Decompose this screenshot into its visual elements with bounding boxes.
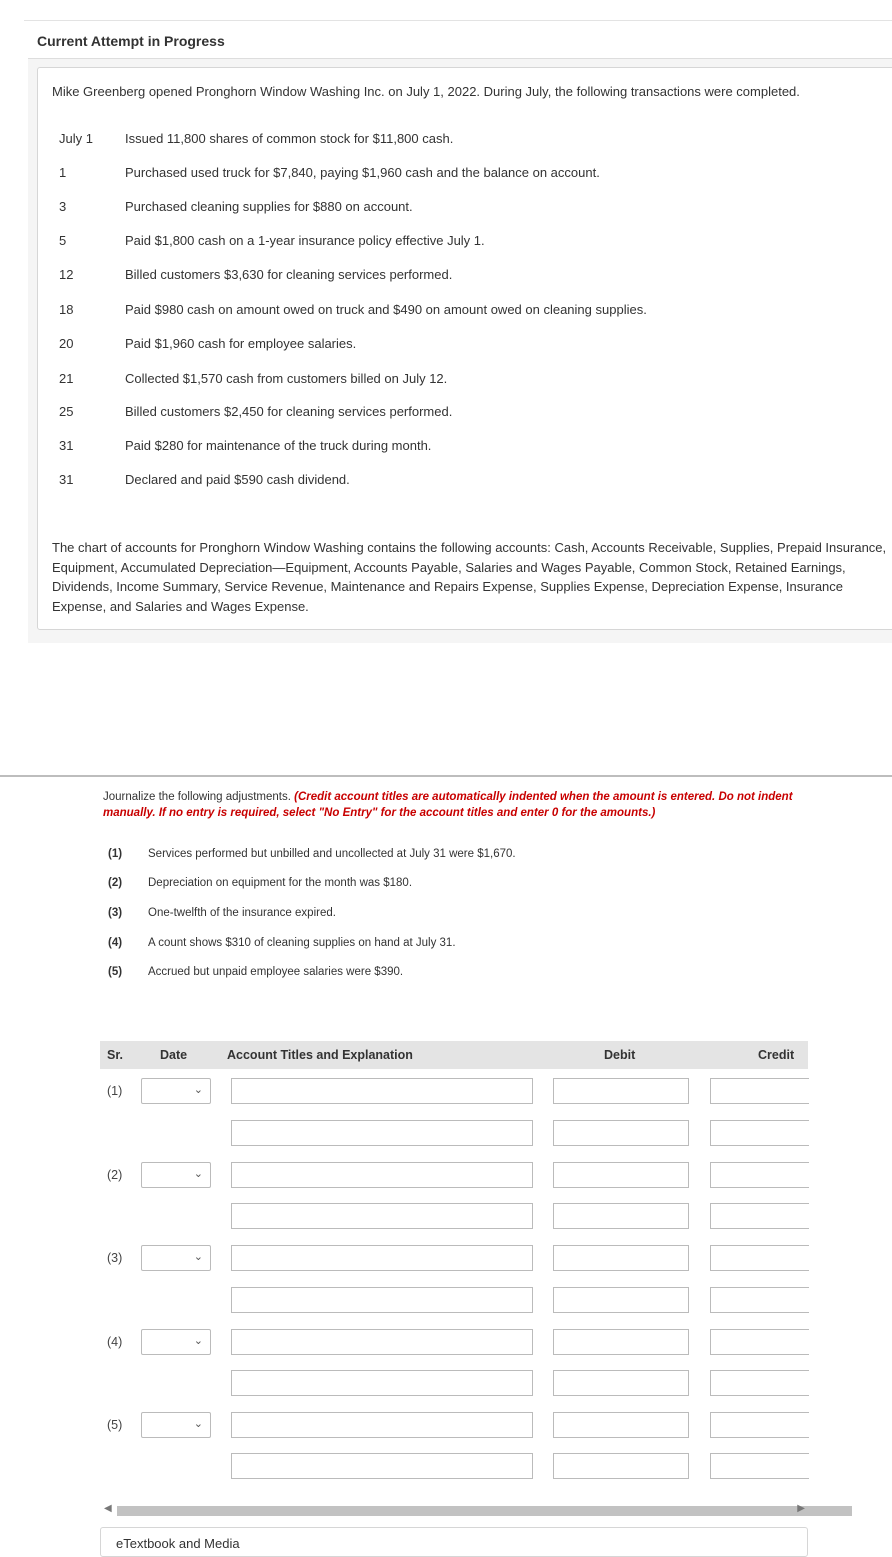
credit-input[interactable] xyxy=(710,1120,809,1146)
date-select[interactable] xyxy=(141,1329,211,1355)
attempt-title: Current Attempt in Progress xyxy=(37,33,225,49)
header-debit: Debit xyxy=(604,1048,636,1062)
arrow-left-icon[interactable]: ◀ xyxy=(104,1503,112,1514)
txn-date: July 1 xyxy=(59,131,93,146)
account-title-input[interactable] xyxy=(231,1162,533,1188)
credit-input[interactable] xyxy=(710,1287,809,1313)
top-divider xyxy=(24,20,892,21)
txn-date: 31 xyxy=(59,438,74,453)
txn-description: Billed customers $2,450 for cleaning services performed. xyxy=(125,404,453,419)
txn-date: 3 xyxy=(59,199,67,214)
adjustment-text: A count shows $310 of cleaning supplies on hand at July 31. xyxy=(148,937,456,949)
txn-description: Paid $980 cash on amount owed on truck and $490 on amount owed on cleaning supplies. xyxy=(125,302,647,317)
header-sr: Sr. xyxy=(107,1048,123,1062)
credit-input[interactable] xyxy=(710,1329,809,1355)
account-title-input[interactable] xyxy=(231,1329,533,1355)
scrollbar-thumb[interactable] xyxy=(117,1506,852,1516)
txn-date: 18 xyxy=(59,302,74,317)
account-title-input[interactable] xyxy=(231,1453,533,1479)
txn-description: Paid $280 for maintenance of the truck during month. xyxy=(125,438,432,453)
txn-date: 31 xyxy=(59,472,74,487)
debit-input[interactable] xyxy=(553,1287,689,1313)
row-sr: (3) xyxy=(107,1251,123,1265)
header-date: Date xyxy=(160,1048,188,1062)
horizontal-scrollbar[interactable] xyxy=(100,1505,808,1517)
problem-panel xyxy=(37,67,892,630)
debit-input[interactable] xyxy=(553,1245,689,1271)
account-title-input[interactable] xyxy=(231,1370,533,1396)
chevron-down-icon: ⌄ xyxy=(193,1084,203,1096)
account-title-input[interactable] xyxy=(231,1120,533,1146)
debit-input[interactable] xyxy=(553,1203,689,1229)
date-select[interactable] xyxy=(141,1162,211,1188)
debit-input[interactable] xyxy=(553,1162,689,1188)
credit-input[interactable] xyxy=(710,1162,809,1188)
adjustment-number: (5) xyxy=(108,966,123,978)
adjustment-text: One-twelfth of the insurance expired. xyxy=(148,907,336,919)
account-title-input[interactable] xyxy=(231,1078,533,1104)
txn-date: 25 xyxy=(59,404,74,419)
row-sr: (2) xyxy=(107,1168,123,1182)
credit-input[interactable] xyxy=(710,1078,809,1104)
adjustment-text: Accrued but unpaid employee salaries were $390. xyxy=(148,966,404,978)
arrow-right-icon[interactable]: ▶ xyxy=(797,1503,805,1514)
credit-input[interactable] xyxy=(710,1245,809,1271)
date-select[interactable] xyxy=(141,1412,211,1438)
credit-input[interactable] xyxy=(710,1203,809,1229)
debit-input[interactable] xyxy=(553,1329,689,1355)
adjustment-number: (2) xyxy=(108,877,123,889)
credit-input[interactable] xyxy=(710,1453,809,1479)
date-select[interactable] xyxy=(141,1078,211,1104)
txn-description: Issued 11,800 shares of common stock for $11,800 cash. xyxy=(125,131,454,146)
account-title-input[interactable] xyxy=(231,1287,533,1313)
debit-input[interactable] xyxy=(553,1120,689,1146)
row-sr: (5) xyxy=(107,1418,123,1432)
etextbook-media-label: eTextbook and Media xyxy=(116,1536,240,1551)
adjustment-text: Depreciation on equipment for the month was $180. xyxy=(148,877,413,889)
adjustment-text: Services performed but unbilled and uncollected at July 31 were $1,670. xyxy=(148,848,516,860)
credit-input[interactable] xyxy=(710,1412,809,1438)
chevron-down-icon: ⌄ xyxy=(193,1335,203,1347)
problem-intro: Mike Greenberg opened Pronghorn Window Washing Inc. on July 1, 2022. During July, the following transactions were completed. xyxy=(52,84,800,99)
chevron-down-icon: ⌄ xyxy=(193,1251,203,1263)
account-title-input[interactable] xyxy=(231,1203,533,1229)
instructions-lead: Journalize the following adjustments. xyxy=(103,791,291,803)
debit-input[interactable] xyxy=(553,1412,689,1438)
txn-description: Billed customers $3,630 for cleaning services performed. xyxy=(125,267,453,282)
txn-description: Paid $1,960 cash for employee salaries. xyxy=(125,336,357,351)
adjustment-number: (3) xyxy=(108,907,123,919)
adjustment-number: (1) xyxy=(108,848,123,860)
txn-description: Paid $1,800 cash on a 1-year insurance policy effective July 1. xyxy=(125,233,485,248)
txn-date: 20 xyxy=(59,336,74,351)
chevron-down-icon: ⌄ xyxy=(193,1168,203,1180)
txn-date: 21 xyxy=(59,371,74,386)
txn-description: Purchased cleaning supplies for $880 on account. xyxy=(125,199,413,214)
header-credit: Credit xyxy=(758,1048,795,1062)
instructions xyxy=(103,790,793,821)
debit-input[interactable] xyxy=(553,1370,689,1396)
section-divider xyxy=(0,775,892,777)
date-select[interactable] xyxy=(141,1245,211,1271)
chevron-down-icon: ⌄ xyxy=(193,1418,203,1430)
txn-description: Declared and paid $590 cash dividend. xyxy=(125,472,350,487)
instructions-note: (Credit account titles are automatically indented when the amount is entered. Do not indent manually. If no entry is required, select "No Entry" for the account titles and enter 0 for the amounts.) xyxy=(103,791,793,819)
txn-description: Collected $1,570 cash from customers billed on July 12. xyxy=(125,371,448,386)
txn-date: 1 xyxy=(59,165,67,180)
credit-input[interactable] xyxy=(710,1370,809,1396)
txn-date: 12 xyxy=(59,267,74,282)
txn-description: Purchased used truck for $7,840, paying $1,960 cash and the balance on account. xyxy=(125,165,600,180)
debit-input[interactable] xyxy=(553,1453,689,1479)
adjustment-number: (4) xyxy=(108,937,123,949)
etextbook-media-panel[interactable] xyxy=(100,1527,808,1557)
txn-date: 5 xyxy=(59,233,67,248)
row-sr: (1) xyxy=(107,1084,123,1098)
row-sr: (4) xyxy=(107,1335,123,1349)
account-title-input[interactable] xyxy=(231,1245,533,1271)
chart-of-accounts-text: The chart of accounts for Pronghorn Window Washing contains the following accounts: Cash, Accounts Receivable, Supplies, Prepaid Insurance, Equipment, Accumulated Depreciation—Equipment, Accounts Payable, Salaries and Wages Payable, Common Stock, Retained Earnings, Dividends, Income Summary, Service Revenue, Maintenance and Repairs Expense, Supplies Expense, Depreciation Expense, Insurance Expense, and Salaries and Wages Expense. xyxy=(52,540,887,614)
header-account: Account Titles and Explanation xyxy=(227,1048,413,1062)
account-title-input[interactable] xyxy=(231,1412,533,1438)
debit-input[interactable] xyxy=(553,1078,689,1104)
journal-table-header xyxy=(100,1041,808,1069)
